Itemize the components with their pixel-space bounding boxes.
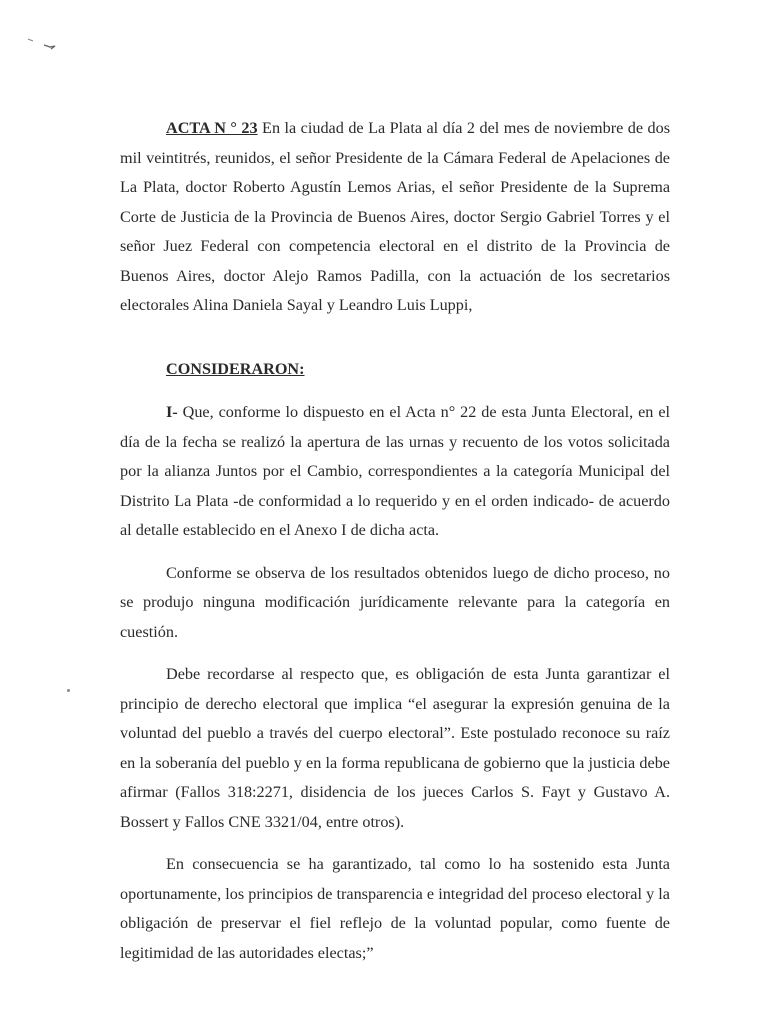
section-i-text: Que, conforme lo dispuesto en el Acta n° 22 de esta Junta Electoral, en el día de la fecha se realizó la apertura de las urnas y recuento de los votos solicitada por la alianza Juntos por el Cambio, correspondientes a la categoría Municipal del Distrito La Plata -de conformidad a lo requerido y en el orden indicado- de acuerdo al detalle establecido en el Anexo I de dicha acta. [120, 403, 670, 539]
opening-paragraph [120, 114, 670, 321]
paragraph-principles: Debe recordarse al respecto que, es obligación de esta Junta garantizar el principio de derecho electoral que implica “el asegurar la expresión genuina de la voluntad del pueblo a través del cuerpo electoral”. Este postulado reconoce su raíz en la soberanía del pueblo y en la forma republicana de gobierno que la justicia debe afirmar (Fallos 318:2271, disidencia de los jueces Carlos S. Fayt y Gustavo A. Bossert y Fallos CNE 3321/04, entre otros). [120, 665, 670, 831]
section-i-numeral: I- [166, 403, 178, 421]
scan-artifact-mark [26, 36, 62, 52]
paragraph-conclusion: En consecuencia se ha garantizado, tal como lo ha sostenido esta Junta oportunamente, los principios de transparencia e integridad del proceso electoral y la obligación de preservar el fiel reflejo de la voluntad popular, como fuente de legitimidad de las autoridades electas;” [120, 855, 670, 962]
section-i-paragraph [120, 398, 670, 546]
paragraph-results: Conforme se observa de los resultados obtenidos luego de dicho proceso, no se produjo ninguna modificación jurídicamente relevante para la categoría en cuestión. [120, 563, 670, 641]
opening-text: En la ciudad de La Plata al día 2 del mes de noviembre de dos mil veintitrés, reunidos, el señor Presidente de la Cámara Federal de Apelaciones de La Plata, doctor Roberto Agustín Lemos Arias, el señor Presidente de la Suprema Corte de Justicia de la Provincia de Buenos Aires, doctor Sergio Gabriel Torres y el señor Juez Federal con competencia electoral en el distrito de la Provincia de Buenos Aires, doctor Alejo Ramos Padilla, con la actuación de los secretarios electorales Alina Daniela Sayal y Leandro Luis Luppi, [120, 119, 671, 314]
scan-artifact-dot [67, 689, 70, 692]
acta-number-label: ACTA N ° 23 [166, 119, 258, 137]
section-heading: CONSIDERARON: [166, 359, 305, 378]
document-body [120, 114, 670, 968]
